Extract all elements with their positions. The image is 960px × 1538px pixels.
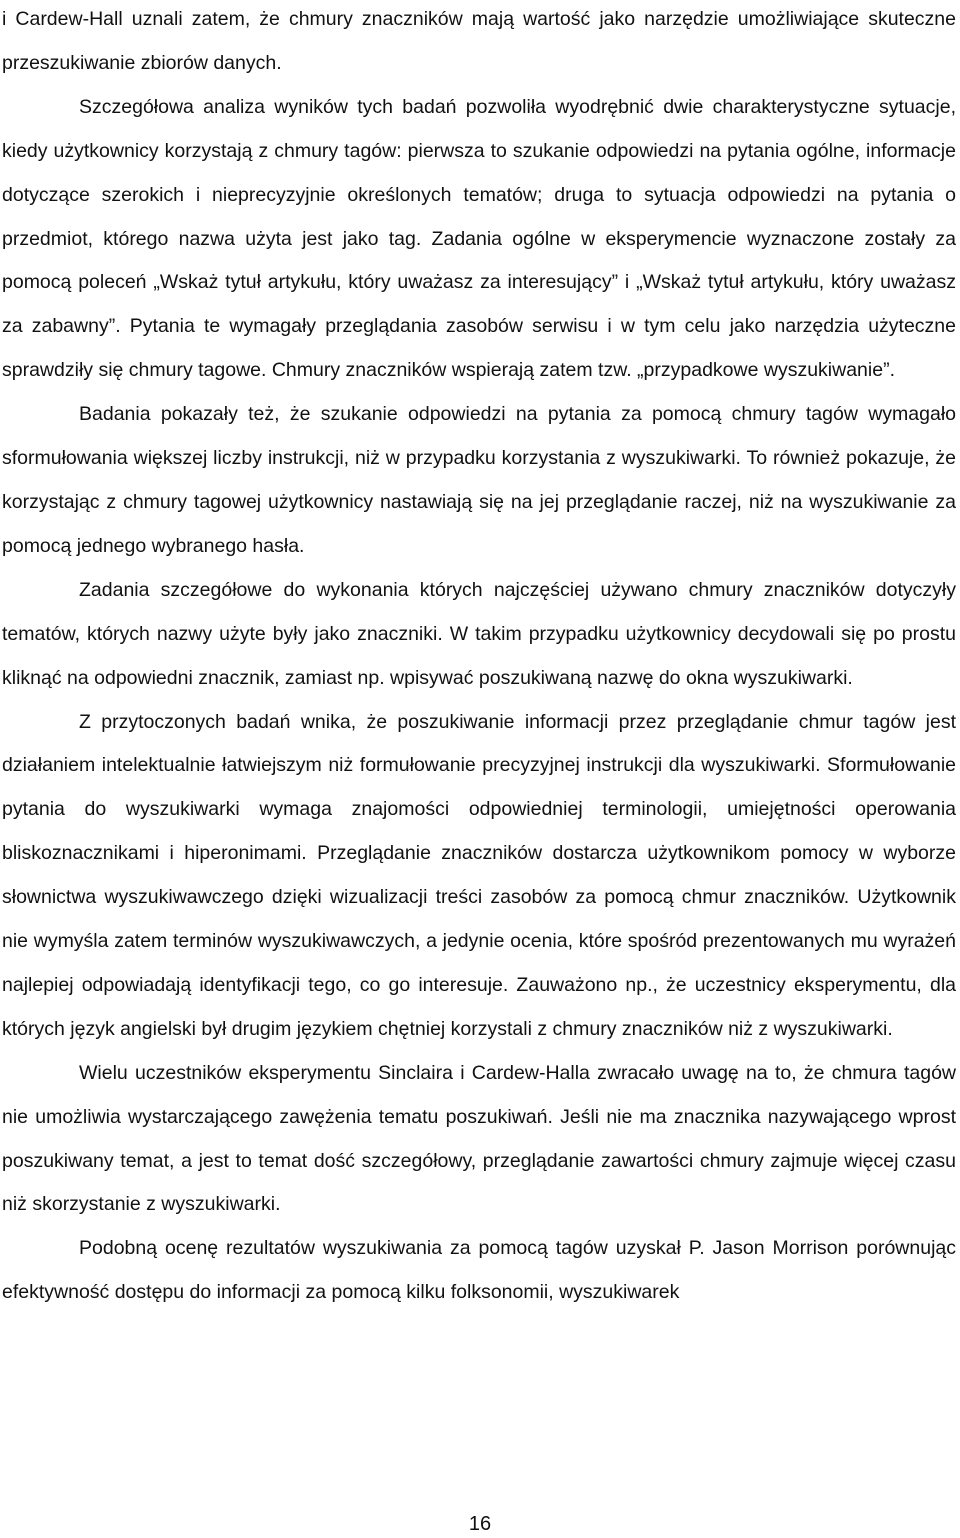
paragraph-4: Zadania szczegółowe do wykonania których najczęściej używano chmury znaczników dotyczyły tematów, których nazwy użyte były jako znaczniki. W takim przypadku użytkownicy decydowali się po prostu kliknąć na odpowiedni znacznik, zamiast np. wpisywać poszukiwaną nazwę do okna wyszukiwarki. xyxy=(2,578,956,689)
paragraph-1: i Cardew-Hall uznali zatem, że chmury znaczników mają wartość jako narzędzie umożliwiające skuteczne przeszukiwanie zbiorów danych. xyxy=(2,8,956,74)
page-body xyxy=(2,0,956,1315)
paragraph-6: Wielu uczestników eksperymentu Sinclaira i Cardew-Halla zwracało uwagę na to, że chmura tagów nie umożliwia wystarczającego zawężenia tematu poszukiwań. Jeśli nie ma znacznika nazywającego wprost poszukiwany temat, a jest to temat dość szczegółowy, przeglądanie zawartości chmury zajmuje więcej czasu niż skorzystanie z wyszukiwarki. xyxy=(2,1061,956,1216)
paragraph-5: Z przytoczonych badań wnika, że poszukiwanie informacji przez przeglądanie chmur tagów jest działaniem intelektualnie łatwiejszym niż formułowanie precyzyjnej instrukcji dla wyszukiwarki. Sformułowanie pytania do wyszukiwarki wymaga znajomości odpowiedniej terminologii, umiejętności operowania bliskoznacznikami i hiperonimami. Przeglądanie znaczników dostarcza użytkownikom pomocy w wyborze słownictwa wyszukiwawczego dzięki wizualizacji treści zasobów za pomocą chmur znaczników. Użytkownik nie wymyśla zatem terminów wyszukiwawczych, a jedynie ocenia, które spośród prezentowanych mu wyrażeń najlepiej odpowiadają identyfikacji tego, co go interesuje. Zauważono np., że uczestnicy eksperymentu, dla których język angielski był drugim językiem chętniej korzystali z chmury znaczników niż z wyszukiwarki. xyxy=(2,710,956,1040)
paragraph-3: Badania pokazały też, że szukanie odpowiedzi na pytania za pomocą chmury tagów wymagało sformułowania większej liczby instrukcji, niż w przypadku korzystania z wyszukiwarki. To również pokazuje, że korzystając z chmury tagowej użytkownicy nastawiają się na jej przeglądanie raczej, niż na wyszukiwanie za pomocą jednego wybranego hasła. xyxy=(2,403,956,557)
page-number: 16 xyxy=(468,1513,492,1535)
paragraph-7: Podobną ocenę rezultatów wyszukiwania za pomocą tagów uzyskał P. Jason Morrison porównując efektywność dostępu do informacji za pomocą kilku folksonomii, wyszukiwarek xyxy=(2,1237,956,1304)
paragraph-2: Szczegółowa analiza wyników tych badań pozwoliła wyodrębnić dwie charakterystyczne sytuacje, kiedy użytkownicy korzystają z chmury tagów: pierwsza to szukanie odpowiedzi na pytania ogólne, informacje dotyczące szerokich i nieprecyzyjnie określonych tematów; druga to sytuacja odpowiedzi na pytania o przedmiot, którego nazwa użyta jest jako tag. Zadania ogólne w eksperymencie wyznaczone zostały za pomocą poleceń „Wskaż tytuł artykułu, który uważasz za interesujący” i „Wskaż tytuł artykułu, który uważasz za zabawny”. Pytania te wymagały przeglądania zasobów serwisu i w tym celu jako narzędzia użyteczne sprawdziły się chmury tagowe. Chmury znaczników wspierają zatem tzw. „przypadkowe wyszukiwanie”. xyxy=(2,95,956,382)
